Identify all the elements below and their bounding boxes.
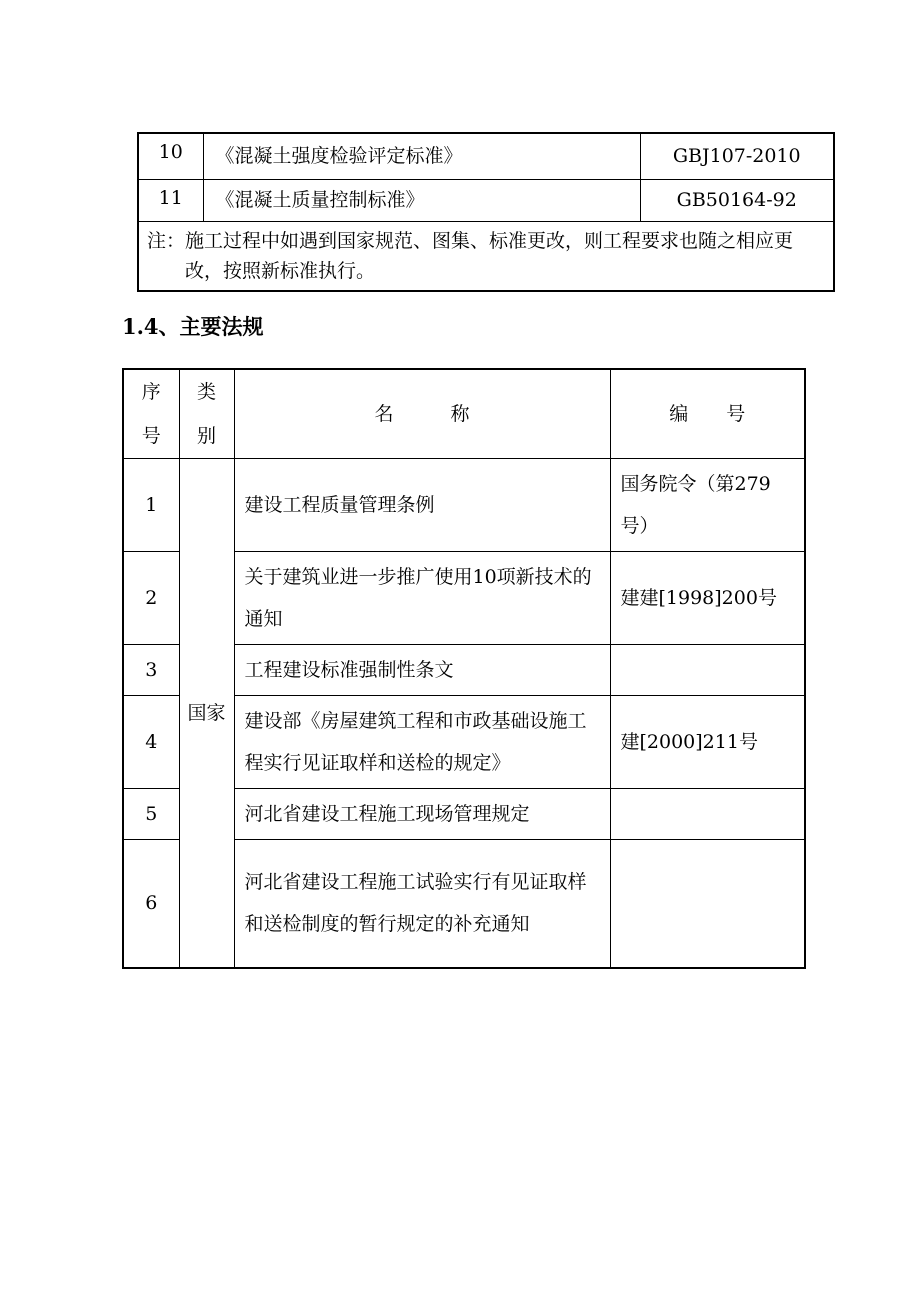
section-title: 1.4、主要法规 <box>122 314 264 339</box>
law-name: 建设工程质量管理条例 <box>234 459 610 552</box>
category-cell: 国家 <box>179 459 234 968</box>
law-code: 建[2000]211号 <box>610 696 805 789</box>
standard-code: GBJ107-2010 <box>640 133 834 179</box>
law-code: 建建[1998]200号 <box>610 552 805 645</box>
laws-table <box>122 368 806 969</box>
law-code <box>610 840 805 968</box>
law-name: 河北省建设工程施工试验实行有见证取样和送检制度的暂行规定的补充通知 <box>234 840 610 968</box>
standard-code: GB50164-92 <box>640 179 834 221</box>
note-cell <box>138 221 834 291</box>
law-code <box>610 645 805 696</box>
note-label: 注： <box>147 229 186 252</box>
note-row <box>138 221 834 291</box>
law-name: 工程建设标准强制性条文 <box>234 645 610 696</box>
row-number: 10 <box>138 133 203 179</box>
law-name: 建设部《房屋建筑工程和市政基础设施工程实行见证取样和送检的规定》 <box>234 696 610 789</box>
row-number: 6 <box>123 840 179 968</box>
header-category-line1: 类 <box>196 381 216 403</box>
table-row <box>138 179 834 221</box>
row-number: 11 <box>138 179 203 221</box>
row-number: 4 <box>123 696 179 789</box>
law-name: 河北省建设工程施工现场管理规定 <box>234 789 610 840</box>
header-name: 名 称 <box>234 369 610 459</box>
header-row <box>123 369 805 459</box>
row-number: 5 <box>123 789 179 840</box>
row-number: 1 <box>123 459 179 552</box>
header-code: 编 号 <box>610 369 805 459</box>
header-category-line2: 别 <box>196 425 216 447</box>
row-number: 2 <box>123 552 179 645</box>
table-row <box>123 459 805 552</box>
header-seq <box>123 369 179 459</box>
law-code <box>610 789 805 840</box>
standards-table <box>137 132 835 292</box>
law-code: 国务院令（第279号） <box>610 459 805 552</box>
row-number: 3 <box>123 645 179 696</box>
header-seq-line2: 号 <box>141 425 161 447</box>
law-name: 关于建筑业进一步推广使用10项新技术的通知 <box>234 552 610 645</box>
standard-name: 《混凝土质量控制标准》 <box>203 179 640 221</box>
header-category <box>179 369 234 459</box>
header-seq-line1: 序 <box>141 381 161 403</box>
table-row <box>138 133 834 179</box>
standard-name: 《混凝土强度检验评定标准》 <box>203 133 640 179</box>
note-text: 施工过程中如遇到国家规范、图集、标准更改，则工程要求也随之相应更改，按照新标准执行。 <box>185 229 794 282</box>
